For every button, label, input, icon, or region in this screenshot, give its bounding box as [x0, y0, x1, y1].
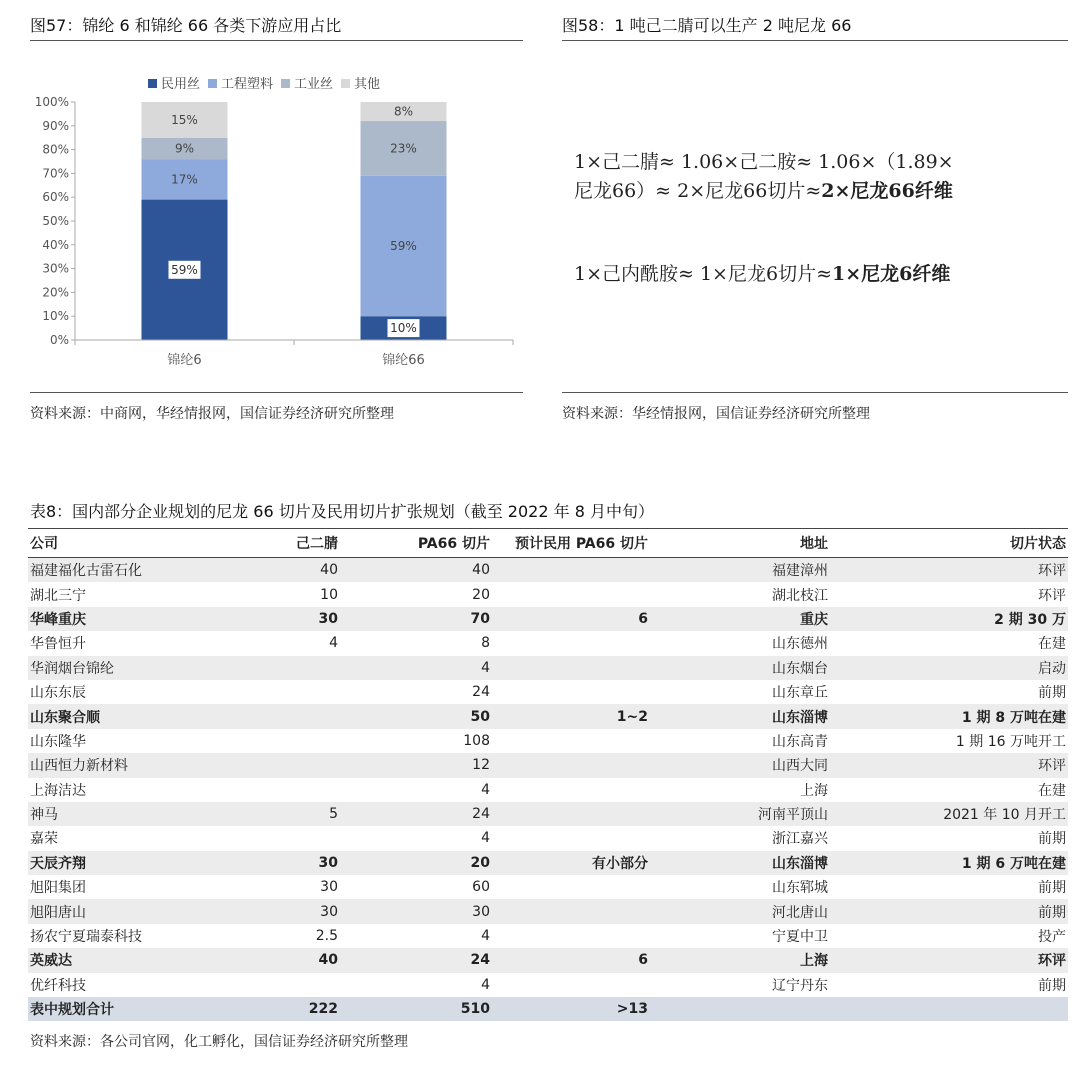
table-row — [28, 802, 1068, 826]
cell-adiponitrile: 40 — [228, 948, 340, 972]
fig57-title-rule — [30, 40, 523, 41]
cell-civil-pa66 — [492, 924, 650, 948]
cell-address: 上海 — [800, 782, 828, 799]
y-tick-label: 60% — [42, 190, 69, 205]
cell-adiponitrile: 2.5 — [315, 928, 338, 945]
cell-pa66-chips: 4 — [481, 830, 490, 847]
cell-pa66-chips: 24 — [340, 802, 492, 826]
legend-swatch-1 — [208, 79, 217, 88]
equation-nylon66-fiber: 2×尼龙66纤维 — [821, 180, 953, 202]
cell-company: 山西恒力新材料 — [28, 753, 228, 777]
cell-address: 山东烟台 — [650, 656, 830, 680]
cell-company: 湖北三宁 — [30, 587, 86, 604]
cell-adiponitrile — [228, 753, 340, 777]
cell-status: 前期 — [1038, 880, 1066, 897]
cell-status: 环评 — [830, 948, 1068, 972]
x-category-label: 锦纶66 — [382, 353, 425, 368]
table-row — [28, 899, 1068, 923]
y-tick-label: 50% — [42, 214, 69, 228]
cell-pa66-chips: 4 — [481, 976, 490, 993]
total-cell-civil-pa66: >13 — [492, 997, 650, 1021]
cell-adiponitrile: 30 — [228, 899, 340, 923]
equation-caprolactam-a: 1×己内酰胺≈ 1×尼龙6切片≈ — [574, 263, 832, 285]
cell-company: 华润烟台锦纶 — [28, 656, 228, 680]
table-row — [28, 729, 1068, 753]
table-row — [28, 973, 1068, 997]
cell-pa66-chips: 30 — [340, 899, 492, 923]
table-row — [28, 851, 1068, 875]
data-label: 23% — [390, 141, 417, 156]
cell-civil-pa66: 6 — [492, 607, 650, 631]
equation-adiponitrile-line2-a: 尼龙66）≈ 2×尼龙66切片≈ — [574, 180, 822, 202]
cell-pa66-chips: 8 — [481, 635, 490, 652]
cell-pa66-chips: 20 — [472, 586, 490, 603]
cell-pa66-chips: 20 — [340, 851, 492, 875]
cell-pa66-chips: 108 — [463, 732, 490, 749]
y-tick-label: 90% — [42, 118, 69, 133]
cell-address: 上海 — [650, 948, 830, 972]
cell-status: 2 期 30 万 — [830, 607, 1068, 631]
total-cell-adiponitrile: 222 — [228, 997, 340, 1021]
fig58-title: 图58：1 吨己二腈可以生产 2 吨尼龙 66 — [562, 16, 852, 35]
x-category-label: 锦纶6 — [167, 353, 202, 368]
cell-address: 山东淄博 — [650, 851, 830, 875]
cell-pa66-chips: 24 — [472, 684, 490, 701]
cell-company: 天辰齐翔 — [28, 851, 228, 875]
data-label: 59% — [390, 238, 417, 253]
table-row — [28, 924, 1068, 948]
table8-source: 资料来源：各公司官网，化工孵化，国信证券经济研究所整理 — [30, 1034, 408, 1050]
data-label: 17% — [171, 172, 198, 187]
cell-address: 福建漳州 — [650, 558, 830, 583]
cell-pa66-chips: 70 — [340, 607, 492, 631]
cell-status: 前期 — [1038, 977, 1066, 994]
cell-address: 河北唐山 — [650, 899, 830, 923]
cell-adiponitrile — [228, 704, 340, 728]
cell-adiponitrile — [228, 973, 340, 997]
table8 — [28, 528, 1068, 1021]
table-header-row — [28, 529, 1068, 558]
cell-status: 前期 — [830, 899, 1068, 923]
cell-pa66-chips: 40 — [340, 558, 492, 583]
cell-civil-pa66: 有小部分 — [492, 851, 650, 875]
cell-address: 山东德州 — [772, 636, 828, 653]
cell-status: 1 期 16 万吨开工 — [955, 733, 1066, 750]
cell-company: 英威达 — [28, 948, 228, 972]
chart-x-axis — [75, 340, 513, 368]
cell-company: 旭阳唐山 — [28, 899, 228, 923]
table-row — [28, 753, 1068, 777]
cell-address: 浙江嘉兴 — [772, 831, 828, 848]
legend-swatch-0 — [148, 79, 157, 88]
cell-company: 神马 — [28, 802, 228, 826]
cell-civil-pa66: 6 — [492, 948, 650, 972]
cell-status: 2021 年 10 月开工 — [830, 802, 1068, 826]
cell-adiponitrile: 10 — [320, 586, 338, 603]
cell-adiponitrile: 30 — [228, 607, 340, 631]
cell-adiponitrile: 30 — [228, 851, 340, 875]
table-row — [28, 558, 1068, 583]
cell-status: 前期 — [1038, 685, 1066, 702]
cell-adiponitrile — [228, 729, 340, 753]
y-tick-label: 100% — [34, 95, 69, 109]
header-status: 切片状态 — [830, 529, 1068, 558]
total-cell-pa66-chips: 510 — [340, 997, 492, 1021]
cell-adiponitrile — [228, 826, 340, 850]
legend-swatch-2 — [281, 79, 290, 88]
cell-civil-pa66 — [492, 631, 650, 655]
cell-civil-pa66 — [492, 582, 650, 606]
cell-adiponitrile — [228, 680, 340, 704]
cell-address: 山东郓城 — [772, 880, 828, 897]
table8-title: 表8：国内部分企业规划的尼龙 66 切片及民用切片扩张规划（截至 2022 年 8 月中旬） — [30, 502, 654, 521]
table-row — [28, 826, 1068, 850]
cell-address: 山东淄博 — [650, 704, 830, 728]
chart-bars — [142, 102, 447, 340]
cell-company: 上海洁达 — [30, 782, 86, 799]
legend-label-2: 工业丝 — [294, 77, 334, 92]
cell-company: 嘉荣 — [30, 831, 58, 848]
y-tick-label: 30% — [42, 261, 69, 276]
cell-company: 扬农宁夏瑞泰科技 — [30, 929, 142, 946]
table-row — [28, 582, 1068, 606]
cell-adiponitrile: 5 — [228, 802, 340, 826]
fig57-chart — [28, 62, 523, 382]
chart-y-axis — [35, 95, 75, 347]
data-label: 8% — [393, 104, 414, 119]
cell-address: 山东章丘 — [772, 685, 828, 702]
cell-pa66-chips: 60 — [472, 879, 490, 896]
data-label: 15% — [171, 112, 198, 127]
data-label: 9% — [174, 141, 195, 156]
cell-address: 河南平顶山 — [650, 802, 830, 826]
table-row — [28, 704, 1068, 728]
cell-civil-pa66 — [492, 802, 650, 826]
cell-civil-pa66 — [492, 729, 650, 753]
cell-address: 湖北枝江 — [772, 587, 828, 604]
cell-status: 在建 — [1038, 782, 1066, 799]
cell-adiponitrile — [228, 656, 340, 680]
equation-adiponitrile-line2 — [574, 176, 953, 203]
cell-status: 环评 — [1038, 587, 1066, 604]
cell-pa66-chips: 4 — [481, 781, 490, 798]
equation-adiponitrile-line1: 1×己二腈≈ 1.06×己二胺≈ 1.06×（1.89× — [574, 151, 954, 173]
cell-status: 环评 — [830, 753, 1068, 777]
legend-swatch-3 — [341, 79, 350, 88]
header-adiponitrile: 己二腈 — [228, 529, 340, 558]
cell-civil-pa66 — [492, 680, 650, 704]
y-tick-label: 20% — [42, 285, 69, 300]
y-tick-label: 80% — [42, 142, 69, 157]
cell-pa66-chips: 4 — [481, 928, 490, 945]
cell-status: 1 期 8 万吨在建 — [830, 704, 1068, 728]
table-row — [28, 607, 1068, 631]
y-tick-label: 10% — [42, 309, 69, 324]
y-tick-label: 40% — [42, 237, 69, 252]
data-label: 10% — [390, 321, 417, 336]
y-tick-label: 0% — [49, 333, 69, 347]
cell-company: 华鲁恒升 — [30, 636, 86, 653]
cell-adiponitrile: 4 — [329, 635, 338, 652]
table-row — [28, 778, 1068, 802]
header-address: 地址 — [650, 529, 830, 558]
fig57-source: 资料来源：中商网，华经情报网，国信证券经济研究所整理 — [30, 406, 394, 422]
cell-company: 山东隆华 — [30, 733, 86, 750]
table-total-row — [28, 997, 1068, 1021]
cell-company: 旭阳集团 — [30, 880, 86, 897]
cell-pa66-chips: 50 — [340, 704, 492, 728]
cell-civil-pa66 — [492, 899, 650, 923]
equation-caprolactam — [574, 259, 950, 286]
legend-label-3: 其他 — [354, 77, 381, 92]
total-cell-address — [650, 997, 830, 1021]
cell-civil-pa66 — [492, 973, 650, 997]
cell-status: 启动 — [830, 656, 1068, 680]
cell-address: 山东高青 — [772, 733, 828, 750]
cell-pa66-chips: 24 — [340, 948, 492, 972]
cell-civil-pa66: 1~2 — [492, 704, 650, 728]
cell-civil-pa66 — [492, 656, 650, 680]
table-row — [28, 948, 1068, 972]
cell-address: 山西大同 — [650, 753, 830, 777]
chart-legend — [148, 76, 380, 92]
cell-company: 山东聚合顺 — [28, 704, 228, 728]
cell-company: 山东东辰 — [30, 685, 86, 702]
equation-nylon6-fiber: 1×尼龙6纤维 — [832, 263, 951, 285]
cell-adiponitrile: 30 — [320, 879, 338, 896]
table-row — [28, 656, 1068, 680]
cell-company: 优纤科技 — [30, 977, 86, 994]
cell-civil-pa66 — [492, 826, 650, 850]
cell-civil-pa66 — [492, 753, 650, 777]
header-civil-pa66: 预计民用 PA66 切片 — [492, 529, 650, 558]
cell-status: 1 期 6 万吨在建 — [830, 851, 1068, 875]
cell-civil-pa66 — [492, 875, 650, 899]
total-cell-company: 表中规划合计 — [28, 997, 228, 1021]
fig57-bottom-rule — [30, 392, 523, 393]
cell-civil-pa66 — [492, 778, 650, 802]
y-tick-label: 70% — [42, 166, 69, 181]
fig58-bottom-rule — [562, 392, 1068, 393]
cell-address: 宁夏中卫 — [772, 929, 828, 946]
cell-status: 投产 — [1038, 929, 1066, 946]
table-row — [28, 875, 1068, 899]
cell-civil-pa66 — [492, 558, 650, 583]
fig58-title-rule — [562, 40, 1068, 41]
cell-adiponitrile — [228, 778, 340, 802]
header-company: 公司 — [28, 529, 228, 558]
cell-pa66-chips: 4 — [340, 656, 492, 680]
fig58-source: 资料来源：华经情报网，国信证券经济研究所整理 — [562, 406, 870, 422]
cell-status: 环评 — [830, 558, 1068, 583]
header-pa66-chips: PA66 切片 — [340, 529, 492, 558]
cell-pa66-chips: 12 — [340, 753, 492, 777]
data-label: 59% — [171, 262, 198, 277]
cell-address: 辽宁丹东 — [772, 977, 828, 994]
cell-address: 重庆 — [650, 607, 830, 631]
cell-company: 华峰重庆 — [28, 607, 228, 631]
legend-label-0: 民用丝 — [161, 77, 201, 92]
fig57-title: 图57：锦纶 6 和锦纶 66 各类下游应用占比 — [30, 16, 342, 35]
legend-label-1: 工程塑料 — [221, 77, 274, 92]
table-row — [28, 631, 1068, 655]
cell-status: 前期 — [1038, 831, 1066, 848]
cell-company: 福建福化古雷石化 — [28, 558, 228, 583]
cell-adiponitrile: 40 — [228, 558, 340, 583]
total-cell-status — [830, 997, 1068, 1021]
cell-status: 在建 — [1038, 636, 1066, 653]
table-row — [28, 680, 1068, 704]
